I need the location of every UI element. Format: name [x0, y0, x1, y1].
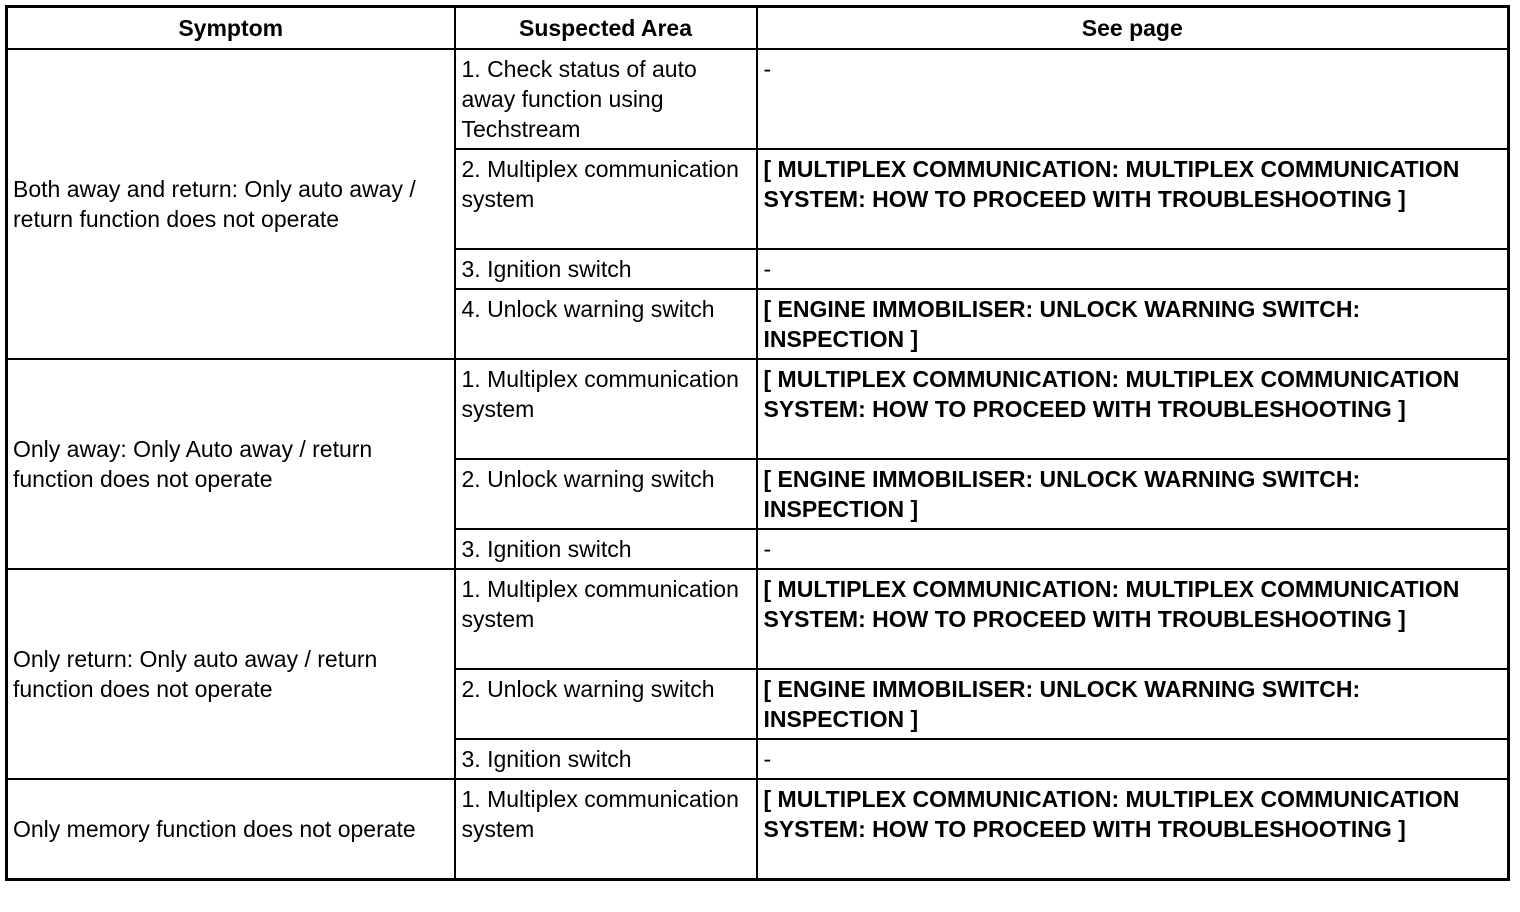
suspected-area-cell: 2. Multiplex communication system: [455, 149, 757, 249]
suspected-area-cell: 3. Ignition switch: [455, 739, 757, 779]
header-suspected-area: Suspected Area: [455, 7, 757, 50]
suspected-area-cell: 4. Unlock warning switch: [455, 289, 757, 359]
header-see-page: See page: [757, 7, 1509, 50]
suspected-area-cell: 3. Ignition switch: [455, 529, 757, 569]
see-page-link[interactable]: [ ENGINE IMMOBILISER: UNLOCK WARNING SWITCH: INSPECTION ]: [757, 289, 1509, 359]
see-page-link[interactable]: [ MULTIPLEX COMMUNICATION: MULTIPLEX COMMUNICATION SYSTEM: HOW TO PROCEED WITH TROUBLESHOOTING ]: [757, 149, 1509, 249]
table-body: [7, 49, 1509, 880]
see-page-link[interactable]: [ MULTIPLEX COMMUNICATION: MULTIPLEX COMMUNICATION SYSTEM: HOW TO PROCEED WITH TROUBLESHOOTING ]: [757, 779, 1509, 880]
suspected-area-cell: 2. Unlock warning switch: [455, 669, 757, 739]
header-symptom: Symptom: [7, 7, 455, 50]
see-page-link[interactable]: [ MULTIPLEX COMMUNICATION: MULTIPLEX COMMUNICATION SYSTEM: HOW TO PROCEED WITH TROUBLESHOOTING ]: [757, 359, 1509, 459]
see-page-link[interactable]: [ ENGINE IMMOBILISER: UNLOCK WARNING SWITCH: INSPECTION ]: [757, 669, 1509, 739]
troubleshooting-table: [5, 5, 1510, 881]
suspected-area-cell: 1. Multiplex communication system: [455, 359, 757, 459]
table-header: [7, 7, 1509, 50]
table-row: [7, 779, 1509, 880]
troubleshooting-table-container: [5, 5, 1510, 881]
suspected-area-cell: 2. Unlock warning switch: [455, 459, 757, 529]
table-row: [7, 49, 1509, 149]
table-row: [7, 569, 1509, 669]
symptom-cell: Only memory function does not operate: [7, 779, 455, 880]
symptom-cell: Only return: Only auto away / return function does not operate: [7, 569, 455, 779]
see-page-cell: -: [757, 249, 1509, 289]
header-row: [7, 7, 1509, 50]
see-page-link[interactable]: [ ENGINE IMMOBILISER: UNLOCK WARNING SWITCH: INSPECTION ]: [757, 459, 1509, 529]
suspected-area-cell: 1. Check status of auto away function using Techstream: [455, 49, 757, 149]
symptom-cell: Only away: Only Auto away / return function does not operate: [7, 359, 455, 569]
suspected-area-cell: 1. Multiplex communication system: [455, 779, 757, 880]
see-page-cell: -: [757, 529, 1509, 569]
symptom-cell: Both away and return: Only auto away / return function does not operate: [7, 49, 455, 359]
suspected-area-cell: 1. Multiplex communication system: [455, 569, 757, 669]
suspected-area-cell: 3. Ignition switch: [455, 249, 757, 289]
table-row: [7, 359, 1509, 459]
see-page-cell: -: [757, 49, 1509, 149]
see-page-link[interactable]: [ MULTIPLEX COMMUNICATION: MULTIPLEX COMMUNICATION SYSTEM: HOW TO PROCEED WITH TROUBLESHOOTING ]: [757, 569, 1509, 669]
see-page-cell: -: [757, 739, 1509, 779]
